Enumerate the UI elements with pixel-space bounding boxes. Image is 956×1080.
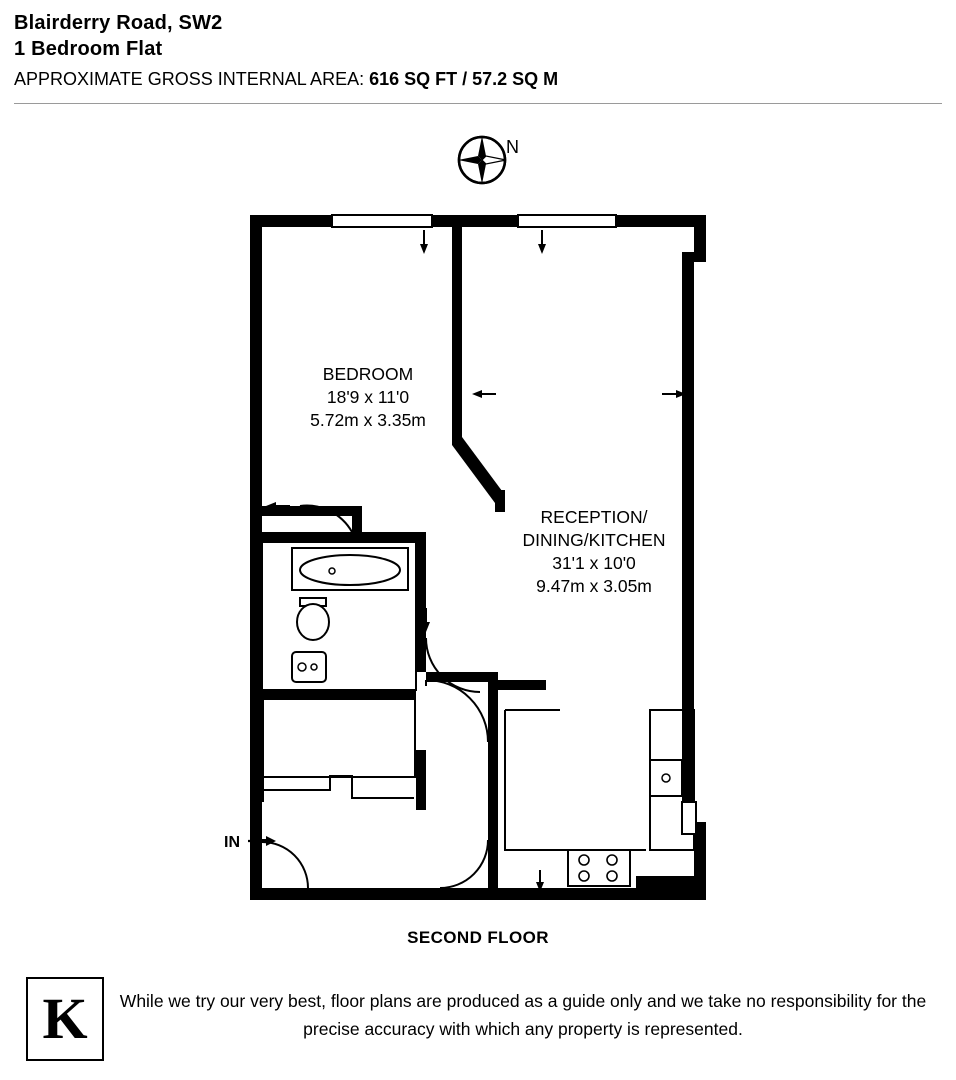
header-divider	[14, 103, 942, 104]
svg-text:BEDROOM: BEDROOM	[322, 364, 414, 384]
disclaimer-text: While we try our very best, floor plans are produced as a guide only and we take no responsibility for the precise accuracy with which any property is represented.	[119, 991, 927, 1039]
property-type: 1 Bedroom Flat	[14, 38, 163, 60]
room-label-reception	[523, 507, 666, 596]
footer	[0, 975, 956, 1070]
header	[14, 10, 942, 90]
svg-text:18'9 x 11'0: 18'9 x 11'0	[326, 387, 410, 407]
floor-label: SECOND FLOOR	[407, 928, 549, 947]
area-value: 616 SQ FT / 57.2 SQ M	[369, 69, 559, 89]
logo-letter: K	[42, 986, 88, 1051]
page-title: Blairderry Road, SW2	[14, 12, 223, 34]
area-summary	[14, 68, 942, 90]
svg-text:9.47m x 3.05m: 9.47m x 3.05m	[536, 576, 652, 596]
room-label-bedroom	[310, 364, 426, 430]
compass-north-label: N	[506, 137, 519, 157]
svg-text:DINING/KITCHEN: DINING/KITCHEN	[522, 530, 666, 550]
svg-text:31'1 x 10'0: 31'1 x 10'0	[552, 553, 636, 573]
area-label: APPROXIMATE GROSS INTERNAL AREA:	[14, 69, 370, 89]
entrance-label: IN	[224, 834, 240, 851]
svg-text:RECEPTION/: RECEPTION/	[540, 507, 648, 527]
floorplan-drawing	[0, 190, 956, 930]
compass	[452, 132, 542, 188]
brand-logo	[26, 977, 104, 1061]
svg-text:5.72m x 3.35m: 5.72m x 3.35m	[310, 410, 426, 430]
